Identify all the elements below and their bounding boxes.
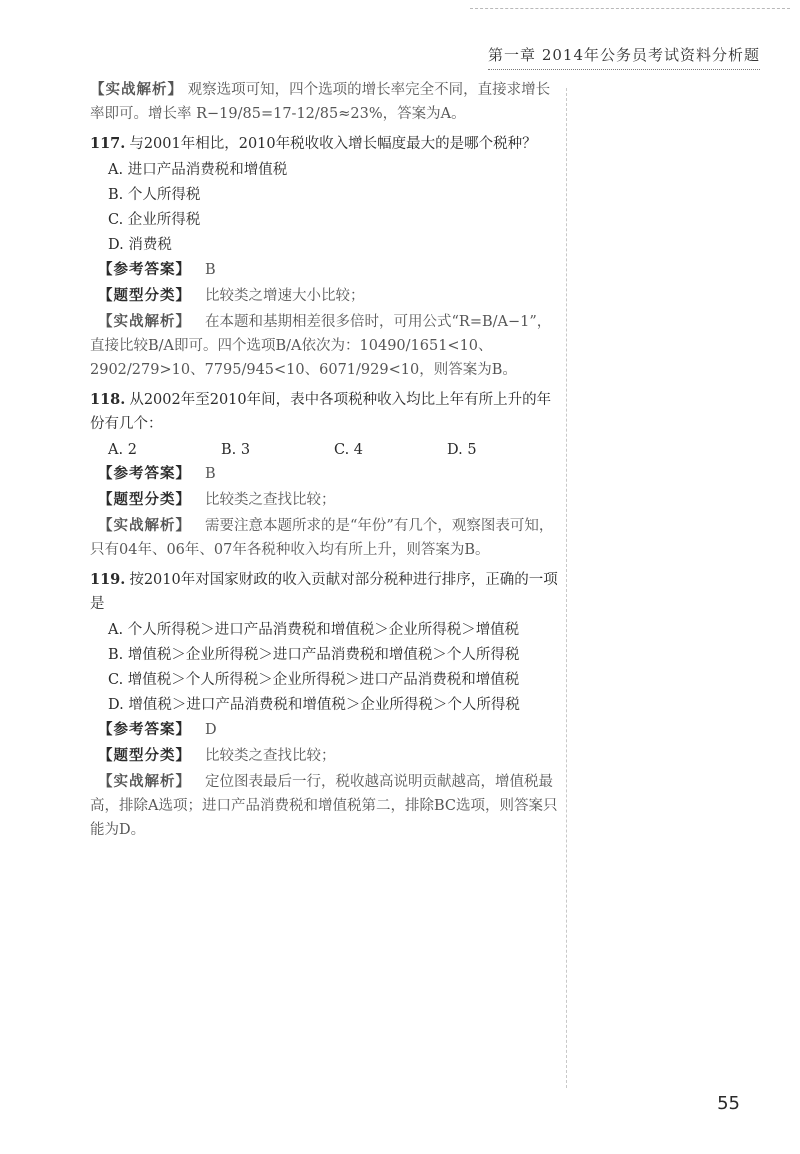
explain-text: 在本题和基期相差很多倍时，可用公式“R=B/A−1”，直接比较B/A即可。四个选项B/A依次为：10490/1651<10、2902/279>10、7795/945<10、6071/929<10，则答案为B。 (90, 314, 552, 378)
explain-text: 需要注意本题所求的是“年份”有几个，观察图表可知，只有04年、06年、07年各税种收入均有所上升，则答案为B。 (90, 518, 554, 558)
header-text: 第一章 2014年公务员考试资料分析题 (488, 46, 760, 64)
option-a: A. 个人所得税＞进口产品消费税和增值税＞企业所得税＞增值税 (108, 622, 520, 638)
question-text: 与2001年相比，2010年税收收入增长幅度最大的是哪个税种？ (129, 136, 537, 152)
question-119 (90, 568, 560, 842)
question-stem (90, 568, 560, 616)
option-c: C. 增值税＞个人所得税＞企业所得税＞进口产品消费税和增值税 (108, 672, 520, 688)
question-number: 117. (90, 135, 126, 152)
page-number: 55 (717, 1093, 740, 1114)
running-header (488, 44, 760, 70)
explain-line (90, 770, 560, 842)
answer-label: 【参考答案】 (98, 722, 191, 738)
type-value: 比较类之查找比较； (205, 492, 336, 508)
type-value: 比较类之增速大小比较； (205, 288, 365, 304)
explain-text: 观察选项可知，四个选项的增长率完全不同，直接求增长率即可。增长率 R−19/85=17-12/85≈23%，答案为A。 (90, 82, 551, 122)
question-number: 119. (90, 571, 126, 588)
type-line (90, 488, 560, 512)
option-d: D. 5 (447, 442, 477, 458)
top-decorative-line (470, 8, 790, 11)
option-b: B. 增值税＞企业所得税＞进口产品消费税和增值税＞个人所得税 (108, 647, 520, 663)
option-c: C. 企业所得税 (108, 212, 201, 228)
explain-line (90, 310, 560, 382)
explain-label: 【实战解析】 (98, 518, 191, 534)
explain-text: 定位图表最后一行，税收越高说明贡献越高，增值税最高，排除A选项；进口产品消费税和增值税第二，排除BC选项，则答案只能为D。 (90, 774, 558, 838)
type-label: 【题型分类】 (98, 492, 191, 508)
answer-line (90, 462, 560, 486)
type-line (90, 744, 560, 768)
option-b: B. 个人所得税 (108, 187, 201, 203)
explain-line (90, 514, 560, 562)
option-a: A. 进口产品消费税和增值税 (108, 162, 288, 178)
question-number: 118. (90, 391, 126, 408)
question-text: 从2002年至2010年间，表中各项税种收入均比上年有所上升的年份有几个： (90, 392, 552, 432)
options-row (108, 438, 560, 462)
explain-label: 【实战解析】 (98, 314, 191, 330)
question-118 (90, 388, 560, 562)
type-label: 【题型分类】 (98, 748, 191, 764)
page-content (90, 78, 560, 844)
answer-line (90, 718, 560, 742)
answer-value: B (205, 262, 216, 278)
question-stem (90, 132, 560, 156)
answer-line (90, 258, 560, 282)
question-stem (90, 388, 560, 436)
option-d: D. 增值税＞进口产品消费税和增值税＞企业所得税＞个人所得税 (108, 697, 520, 713)
option-d: D. 消费税 (108, 237, 172, 253)
explain-label: 【实战解析】 (98, 774, 191, 790)
explain-label: 【实战解析】 (90, 82, 183, 98)
option-a: A. 2 (108, 442, 137, 458)
answer-value: B (205, 466, 216, 482)
explanation-116 (90, 78, 560, 126)
type-line (90, 284, 560, 308)
question-117 (90, 132, 560, 382)
option-b: B. 3 (221, 442, 251, 458)
answer-label: 【参考答案】 (98, 262, 191, 278)
margin-rule (566, 88, 567, 1088)
type-value: 比较类之查找比较； (205, 748, 336, 764)
question-text: 按2010年对国家财政的收入贡献对部分税种进行排序，正确的一项是 (90, 572, 558, 612)
answer-value: D (205, 722, 217, 738)
type-label: 【题型分类】 (98, 288, 191, 304)
option-c: C. 4 (334, 442, 364, 458)
answer-label: 【参考答案】 (98, 466, 191, 482)
